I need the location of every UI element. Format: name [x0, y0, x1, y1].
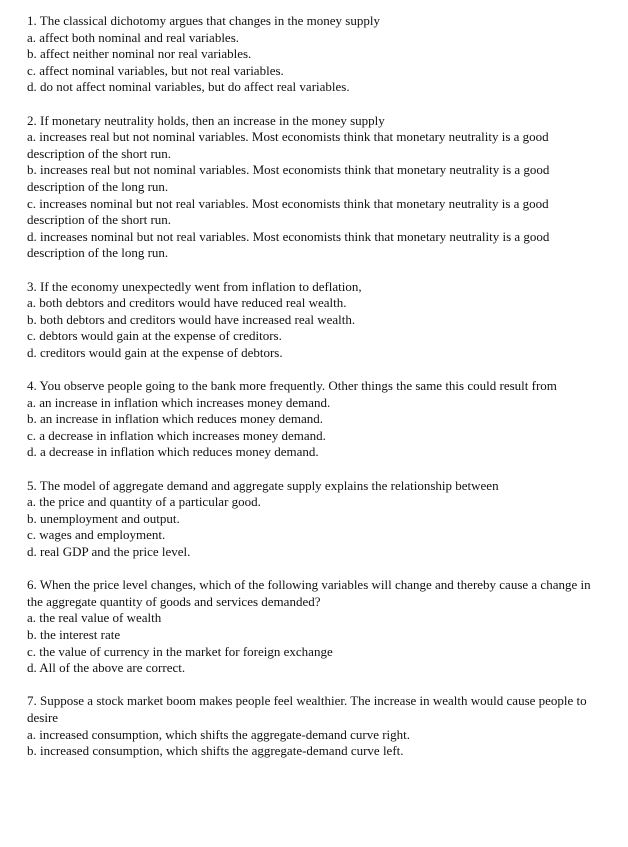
answer-option: a. increased consumption, which shifts the aggregate-demand curve right. [27, 726, 411, 742]
question-4 [27, 378, 599, 461]
question-stem: 1. The classical dichotomy argues that changes in the money supply [27, 13, 380, 28]
answer-option: d. creditors would gain at the expense of debtors. [27, 344, 283, 360]
answer-option: a. an increase in inflation which increases money demand. [27, 394, 331, 410]
question-5 [27, 478, 599, 561]
answer-option: c. debtors would gain at the expense of creditors. [27, 328, 282, 344]
question-stem: 5. The model of aggregate demand and aggregate supply explains the relationship between [27, 477, 499, 493]
answer-option: b. increased consumption, which shifts the aggregate-demand curve left. [27, 743, 404, 759]
question-7 [27, 693, 599, 759]
answer-option: d. do not affect nominal variables, but do affect real variables. [27, 79, 350, 95]
answer-option: b. unemployment and output. [27, 510, 180, 526]
answer-option: a. the real value of wealth [27, 610, 162, 626]
document-page [27, 13, 599, 776]
answer-option: c. increases nominal but not real variables. Most economists think that monetary neutrality is a good description of the short run. [27, 195, 549, 228]
answer-option: d. a decrease in inflation which reduces money demand. [27, 444, 319, 460]
answer-option: c. a decrease in inflation which increases money demand. [27, 427, 326, 443]
answer-option: b. an increase in inflation which reduces money demand. [27, 411, 324, 427]
question-6 [27, 577, 599, 677]
question-2 [27, 113, 599, 262]
answer-option: c. wages and employment. [27, 527, 166, 543]
answer-option: d. increases nominal but not real variables. Most economists think that monetary neutrality is a good description of the long run. [27, 228, 550, 261]
answer-option: b. affect neither nominal nor real variables. [27, 46, 252, 62]
answer-option: d. real GDP and the price level. [27, 544, 191, 559]
answer-option: b. increases real but not nominal variables. Most economists think that monetary neutrality is a good description of the long run. [27, 162, 550, 194]
question-3 [27, 279, 599, 362]
answer-option: c. the value of currency in the market for foreign exchange [27, 643, 333, 659]
answer-option: a. affect both nominal and real variables. [27, 29, 240, 45]
answer-option: d. All of the above are correct. [27, 660, 186, 676]
question-stem: 4. You observe people going to the bank more frequently. Other things the same this could result from [27, 378, 557, 394]
answer-option: a. both debtors and creditors would have reduced real wealth. [27, 295, 347, 311]
question-stem: 3. If the economy unexpectedly went from inflation to deflation, [27, 278, 362, 294]
answer-option: a. increases real but not nominal variables. Most economists think that monetary neutrality is a good description of the short run. [27, 129, 549, 161]
answer-option: c. affect nominal variables, but not real variables. [27, 62, 284, 78]
question-1 [27, 13, 599, 96]
answer-option: b. the interest rate [27, 626, 121, 642]
question-stem: 2. If monetary neutrality holds, then an increase in the money supply [27, 112, 385, 128]
answer-option: b. both debtors and creditors would have increased real wealth. [27, 311, 356, 327]
answer-option: a. the price and quantity of a particular good. [27, 494, 261, 510]
question-stem: 6. When the price level changes, which of the following variables will change and thereby cause a change in the aggregate quantity of goods and services demanded? [27, 577, 591, 609]
question-stem: 7. Suppose a stock market boom makes people feel wealthier. The increase in wealth would cause people to desire [27, 693, 587, 725]
